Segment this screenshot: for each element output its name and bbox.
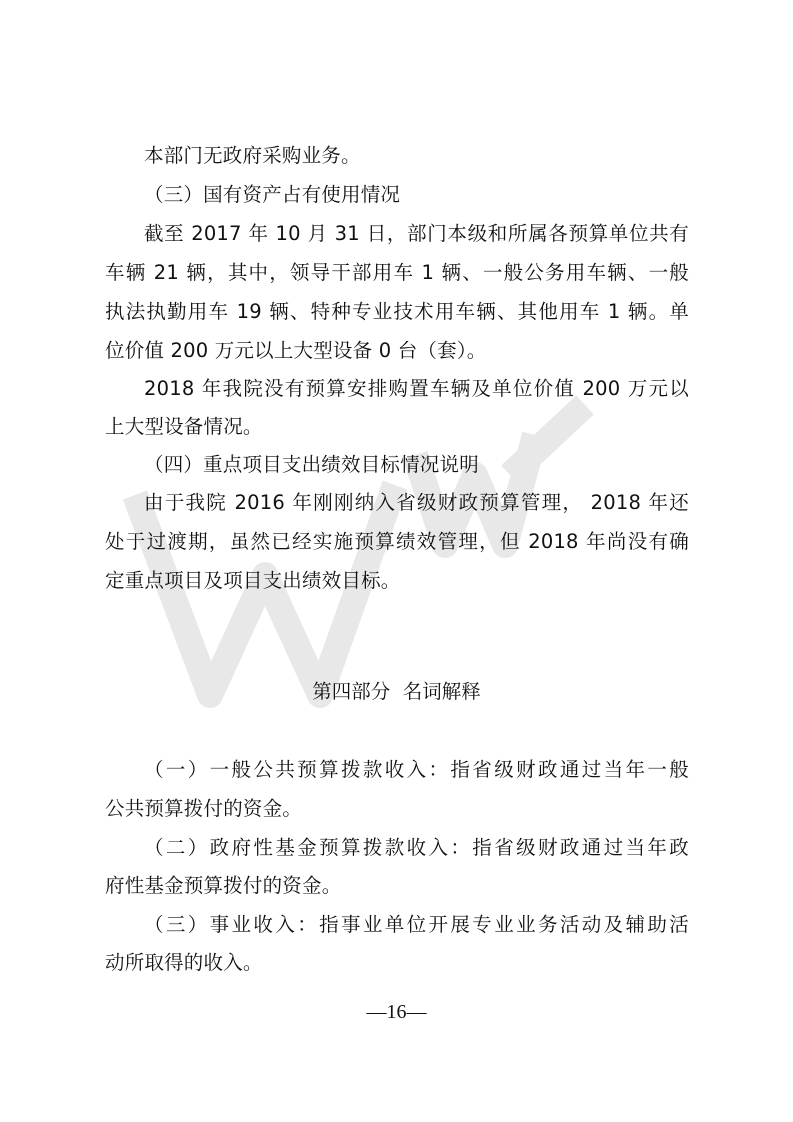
assets-para2-line: 上大型设备情况。	[105, 415, 263, 438]
term-line: （二）政府性基金预算拨款收入：指省级财政通过当年政	[144, 836, 689, 859]
term-line: 府性基金预算拨付的资金。	[105, 874, 342, 897]
term-line: 公共预算拨付的资金。	[105, 797, 303, 820]
term-line: （一）一般公共预算拨款收入：指省级财政通过当年一般	[144, 758, 689, 781]
performance-para-line: 处于过渡期，虽然已经实施预算绩效管理，但 2018 年尚没有确	[105, 530, 689, 553]
term-line: 动所取得的收入。	[105, 951, 263, 974]
assets-para1-line: 执法执勤用车 19 辆、特种专业技术用车辆、其他用车 1 辆。单	[105, 300, 689, 323]
performance-para-line: 定重点项目及项目支出绩效目标。	[105, 569, 401, 592]
assets-para1-line: 车辆 21 辆，其中，领导干部用车 1 辆、一般公务用车辆、一般	[105, 261, 689, 284]
assets-heading: （三）国有资产占有使用情况	[144, 183, 401, 206]
assets-para1-line: 位价值 200 万元以上大型设备 0 台（套）。	[105, 339, 487, 362]
part4-title: 第四部分 名词解释	[312, 680, 481, 703]
performance-para-line: 由于我院 2016 年刚刚纳入省级财政预算管理， 2018 年还	[144, 491, 689, 514]
page-number: —16—	[366, 1001, 427, 1023]
term-line: （三）事业收入：指事业单位开展专业业务活动及辅助活	[144, 913, 689, 936]
performance-heading: （四）重点项目支出绩效目标情况说明	[144, 453, 479, 476]
assets-para1-line: 截至 2017 年 10 月 31 日，部门本级和所属各预算单位共有	[144, 222, 689, 245]
assets-para2-line: 2018 年我院没有预算安排购置车辆及单位价值 200 万元以	[144, 377, 689, 400]
procurement-text: 本部门无政府采购业务。	[144, 144, 361, 167]
